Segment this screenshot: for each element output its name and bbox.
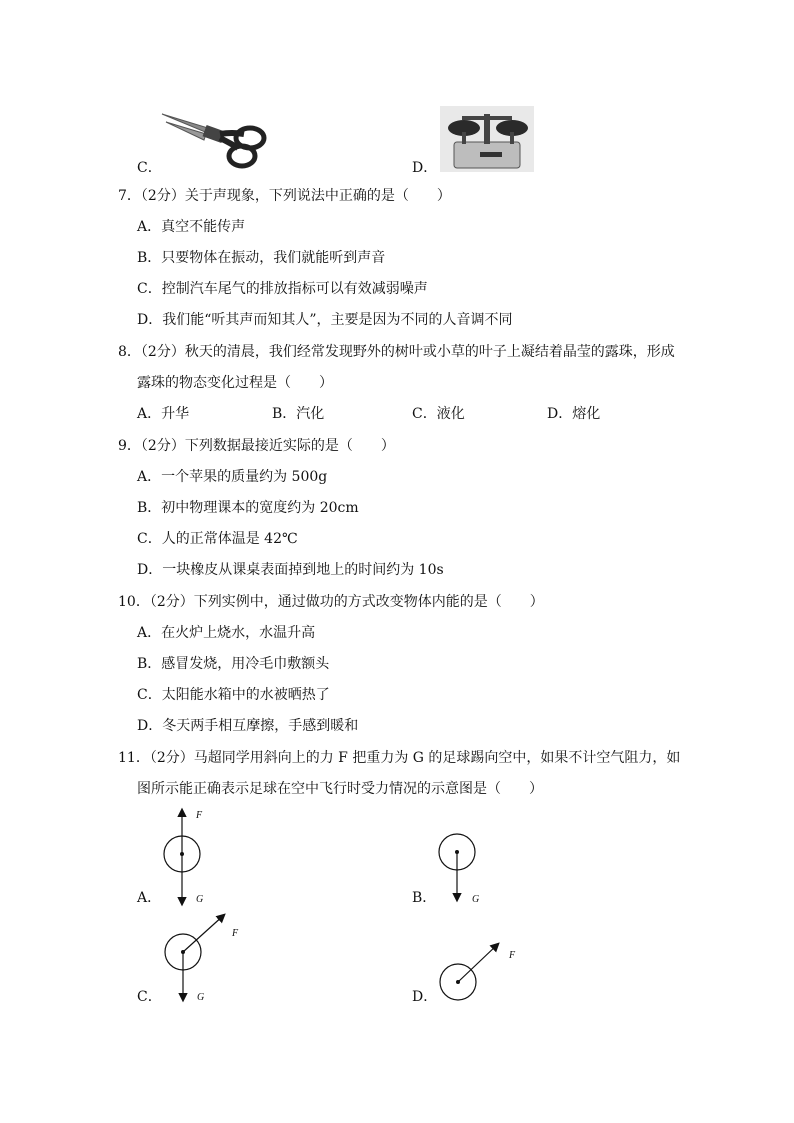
question-7-option-c: C．控制汽车尾气的排放指标可以有效减弱噪声 <box>137 281 428 297</box>
question-8-option-a: A．升华 <box>137 406 190 422</box>
scissors-image <box>160 104 270 174</box>
question-11-stem-line-2: 图所示能正确表示足球在空中飞行时受力情况的示意图是（ ） <box>137 781 543 797</box>
question-10-stem: 10．（2分）下列实例中，通过做功的方式改变物体内能的是（ ） <box>118 594 544 610</box>
question-9-option-a: A．一个苹果的质量约为 500g <box>137 469 328 485</box>
question-8-stem-line-1: 8．（2分）秋天的清晨，我们经常发现野外的树叶或小草的叶子上凝结着晶莹的露珠，形成 <box>118 344 675 360</box>
force-label-g: G <box>196 894 204 905</box>
question-11-option-a: A． <box>137 890 162 906</box>
question-8-stem-line-2: 露珠的物态变化过程是（ ） <box>137 375 333 391</box>
question-10-option-d: D．冬天两手相互摩擦，手感到暖和 <box>137 718 359 734</box>
force-diagram-c <box>150 910 250 1006</box>
question-7-option-a: A．真空不能传声 <box>137 219 246 235</box>
question-7-stem: 7．（2分）关于声现象，下列说法中正确的是（ ） <box>118 188 451 204</box>
force-label-f: F <box>196 810 203 821</box>
question-9-option-c: C．人的正常体温是 42℃ <box>137 531 298 547</box>
force-label-f: F <box>509 950 516 961</box>
force-label-g: G <box>197 992 205 1003</box>
force-label-f: F <box>232 928 239 939</box>
force-label-g: G <box>472 894 480 905</box>
question-10-option-c: C．太阳能水箱中的水被晒热了 <box>137 687 330 703</box>
question-8-option-c: C．液化 <box>412 406 465 422</box>
question-11-option-b: B． <box>412 890 437 906</box>
question-8-option-d: D．熔化 <box>547 406 601 422</box>
force-diagram-a <box>150 806 230 910</box>
question-8-option-b: B．汽化 <box>272 406 325 422</box>
force-diagram-d <box>430 936 530 1008</box>
question-9-stem: 9．（2分）下列数据最接近实际的是（ ） <box>118 438 395 454</box>
question-10-option-b: B．感冒发烧，用冷毛巾敷额头 <box>137 656 330 672</box>
question-11-option-c: C． <box>137 989 162 1005</box>
question-10-option-a: A．在火炉上烧水，水温升高 <box>137 625 316 641</box>
question-9-option-d: D．一块橡皮从课桌表面掉到地上的时间约为 10s <box>137 562 444 578</box>
balance-scale-image <box>440 106 534 172</box>
question-9-option-b: B．初中物理课本的宽度约为 20cm <box>137 500 359 516</box>
question-7-option-d: D．我们能“听其声而知其人”，主要是因为不同的人音调不同 <box>137 312 513 328</box>
force-diagram-b <box>430 822 510 906</box>
option-d-label: D． <box>412 160 438 176</box>
question-11-stem-line-1: 11．（2分）马超同学用斜向上的力 F 把重力为 G 的足球踢向空中，如果不计空气阻力，如 <box>118 750 681 766</box>
question-11-option-d: D． <box>412 989 438 1005</box>
question-7-option-b: B．只要物体在振动，我们就能听到声音 <box>137 250 386 266</box>
option-c-label: C． <box>137 160 162 176</box>
